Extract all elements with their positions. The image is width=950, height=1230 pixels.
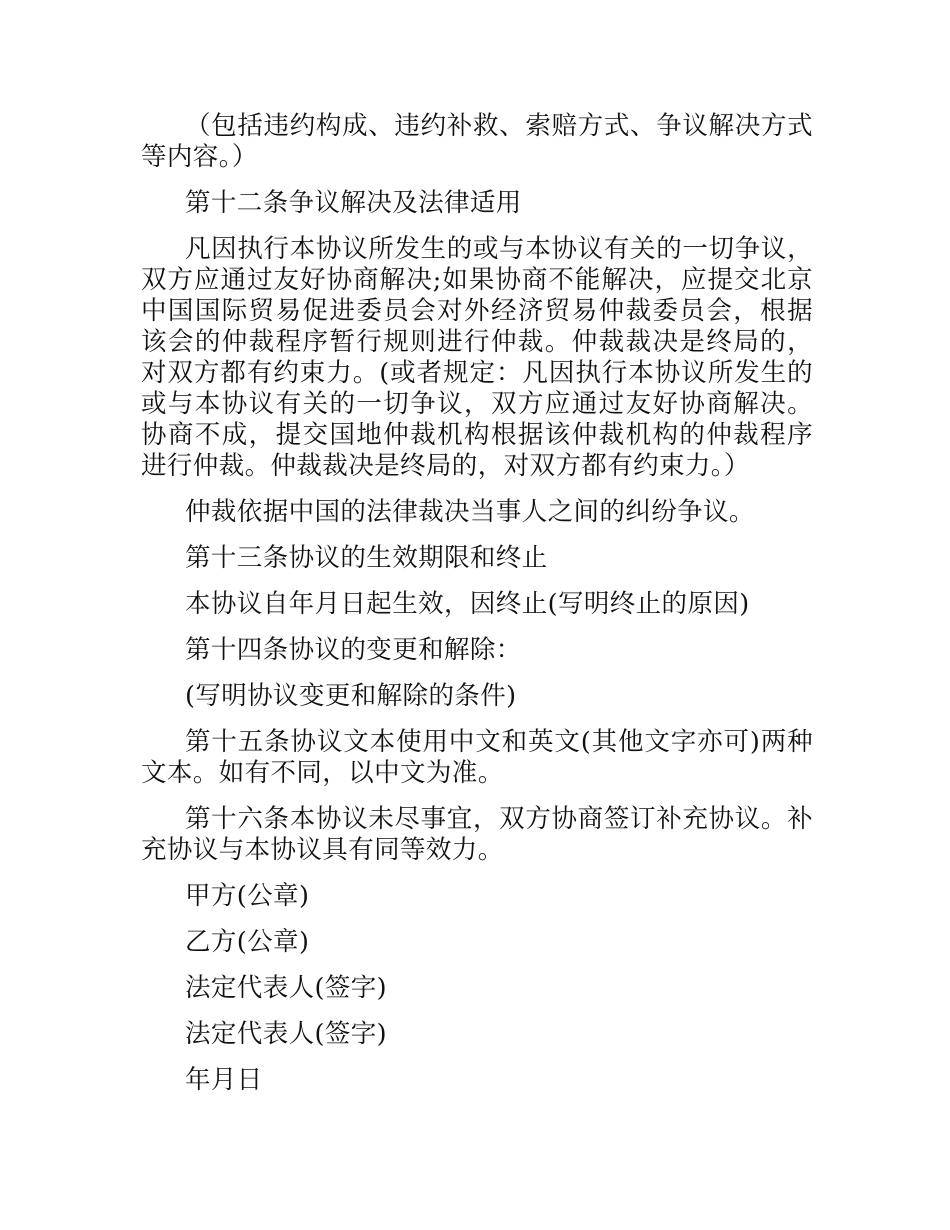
- paragraph-breach-contents: （包括违约构成、违约补救、索赔方式、争议解决方式等内容。）: [141, 111, 813, 172]
- article-15-language: 第十五条协议文本使用中文和英文(其他文字亦可)两种文本。如有不同，以中文为准。: [141, 727, 813, 788]
- party-b-seal: 乙方(公章): [185, 927, 310, 957]
- article-14-heading: 第十四条协议的变更和解除：: [185, 635, 522, 665]
- document-body: [141, 111, 813, 1111]
- signing-date: 年月日: [185, 1065, 263, 1095]
- paragraph-amendment-conditions: (写明协议变更和解除的条件): [185, 681, 517, 711]
- paragraph-governing-law: 仲裁依据中国的法律裁决当事人之间的纠纷争议。: [185, 497, 755, 527]
- paragraph-dispute-resolution: 凡因执行本协议所发生的或与本协议有关的一切争议，双方应通过友好协商解决;如果协商不能解决，应提交北京中国国际贸易促进委员会对外经济贸易仲裁委员会，根据该会的仲裁程序暂行规则进行仲裁。仲裁裁决是终局的，对双方都有约束力。(或者规定：凡因执行本协议所发生的或与本协议有关的一切争议，双方应通过友好协商解决。协商不成，提交国地仲裁机构根据该仲裁机构的仲裁程序进行仲裁。仲裁裁决是终局的，对双方都有约束力。）: [141, 234, 813, 481]
- article-16-supplementary: 第十六条本协议未尽事宜，双方协商签订补充协议。补充协议与本协议具有同等效力。: [141, 804, 813, 865]
- article-12-heading: 第十二条争议解决及法律适用: [185, 188, 522, 218]
- paragraph-effective-date: 本协议自年月日起生效，因终止(写明终止的原因): [185, 589, 750, 619]
- legal-representative-signature-a: 法定代表人(签字): [185, 973, 387, 1003]
- legal-representative-signature-b: 法定代表人(签字): [185, 1019, 387, 1049]
- party-a-seal: 甲方(公章): [185, 881, 310, 911]
- article-13-heading: 第十三条协议的生效期限和终止: [185, 543, 548, 573]
